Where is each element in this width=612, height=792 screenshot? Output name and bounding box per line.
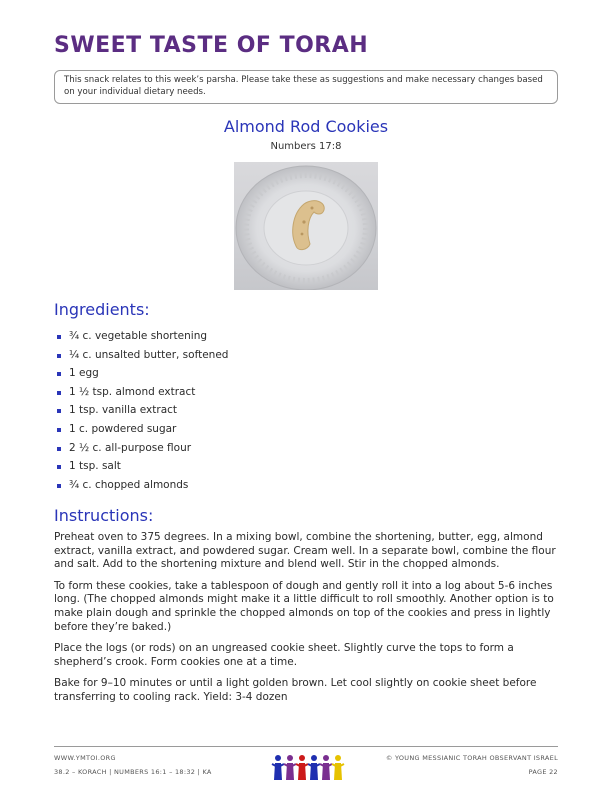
instructions-body	[54, 531, 558, 713]
footer-copyright: © YOUNG MESSIANIC TORAH OBSERVANT ISRAEL	[385, 754, 558, 762]
bullet-icon	[57, 335, 61, 339]
footer-page-number: PAGE 22	[528, 768, 558, 776]
bullet-icon	[57, 447, 61, 451]
instructions-heading: Instructions:	[54, 506, 154, 525]
ingredients-heading: Ingredients:	[54, 300, 150, 319]
bullet-icon	[57, 354, 61, 358]
list-item: 1 tsp. salt	[54, 458, 228, 477]
list-item: 1 c. powdered sugar	[54, 421, 228, 440]
logo-figure-icon	[308, 755, 320, 780]
logo-figure-icon	[284, 755, 296, 780]
logo-figure-icon	[332, 755, 344, 780]
instruction-paragraph: Preheat oven to 375 degrees. In a mixing bowl, combine the shortening, butter, egg, almond extract, vanilla extract, and powdered sugar. Cream well. In a separate bowl, combine the flour and salt. Add to the shortening mixture and blend well. Stir in the chopped almonds.	[54, 531, 556, 571]
bullet-icon	[57, 409, 61, 413]
list-item: 1 egg	[54, 365, 228, 384]
bullet-icon	[57, 484, 61, 488]
bullet-icon	[57, 428, 61, 432]
logo-figure-icon	[296, 755, 308, 780]
instruction-paragraph: To form these cookies, take a tablespoon of dough and gently roll it into a log about 5-6 inches long. (The chopped almonds might make it a little difficult to roll smoothly. Another option is to make plain dough and sprinkle the chopped almonds on top of the cookies and press in lightly before they’re baked.)	[54, 579, 554, 633]
page-title: SWEET TASTE OF TORAH	[54, 33, 369, 58]
logo-figure-icon	[320, 755, 332, 780]
notice-text: This snack relates to this week’s parsha. Please take these as suggestions and make necessary changes based on your individual dietary needs.	[64, 75, 543, 97]
list-item: ¾ c. vegetable shortening	[54, 328, 228, 347]
list-item: ¾ c. chopped almonds	[54, 477, 228, 496]
notice-box	[54, 70, 558, 104]
cookie-photo	[234, 162, 378, 290]
instruction-paragraph: Place the logs (or rods) on an ungreased cookie sheet. Slightly curve the tops to form a shepherd’s crook. Form cookies one at a time.	[54, 642, 514, 668]
logo-figure-icon	[272, 755, 284, 780]
bullet-icon	[57, 465, 61, 469]
list-item: 1 tsp. vanilla extract	[54, 402, 228, 421]
footer-divider	[54, 746, 558, 747]
list-item: 2 ½ c. all-purpose flour	[54, 440, 228, 459]
recipe-title: Almond Rod Cookies	[223, 117, 389, 136]
bullet-icon	[57, 372, 61, 376]
bullet-icon	[57, 391, 61, 395]
scripture-reference: Numbers 17:8	[270, 141, 342, 152]
footer-portion: 38.2 – KORACH | NUMBERS 16:1 – 18:32 | KA	[54, 768, 212, 776]
ingredients-list	[54, 328, 228, 495]
list-item: 1 ½ tsp. almond extract	[54, 384, 228, 403]
ymtoi-logo	[270, 752, 346, 782]
instruction-paragraph: Bake for 9–10 minutes or until a light golden brown. Let cool slightly on cookie sheet before transferring to cooling rack. Yield: 3-4 dozen	[54, 677, 537, 703]
footer-website: WWW.YMTOI.ORG	[54, 754, 116, 762]
list-item: ¼ c. unsalted butter, softened	[54, 347, 228, 366]
